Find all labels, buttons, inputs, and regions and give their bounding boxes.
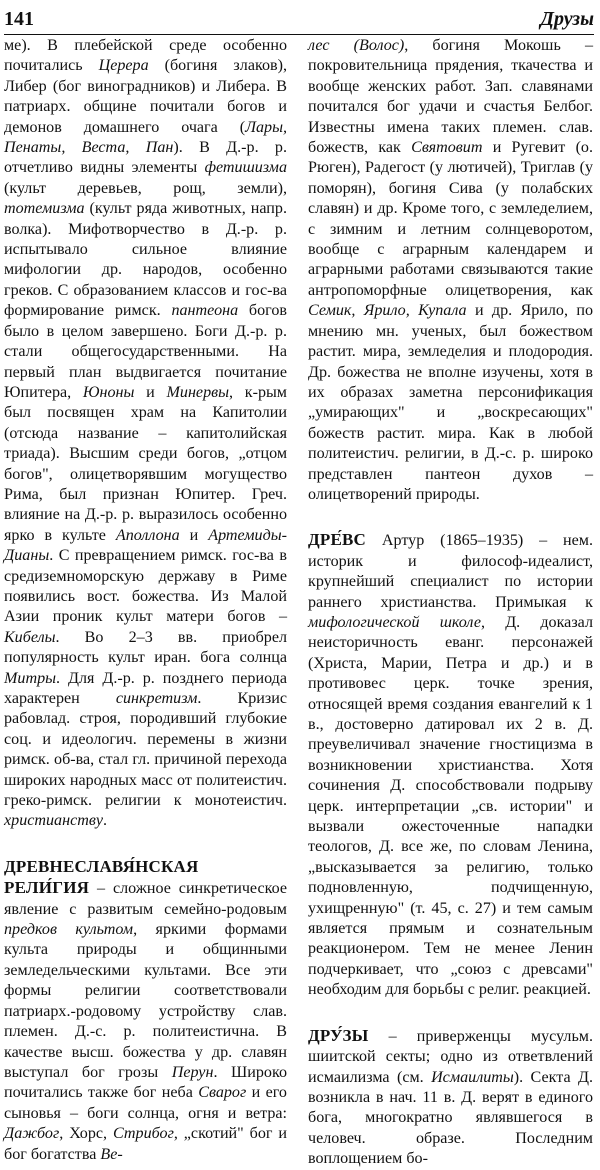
italic-term: Дажбог xyxy=(4,1125,60,1143)
text-run: , Д. доказал неисторичность еванг. персонажей (Христа, Марии, Петра и др.) и в противовес церк. точке зрения, относящей время создания евангелий к 1 в., достоверно датировал их 2 в. Д. преувеличивал значение гностицизма в возникновении христианства. Хотя сочинения Д. способствовали подрыву церк. интерпретации „св. истории" и вызвали ожесточенные нападки теологов, Д. все же, по словам Ленина, „высказывается за религию, только подновленную, подчищенную, ухищренную" (т. 45, с. 27) и тем самым является прямым и сознательным реакционером. Тем не менее Ленин подчеркивает, что „союз с древсами" необходим для борьбы с религ. реакцией. xyxy=(308,613,593,999)
italic-term: Аполлона xyxy=(115,526,180,544)
headword: ДРУ́ЗЫ xyxy=(308,1025,369,1045)
italic-term: Стрибог xyxy=(112,1125,174,1143)
text-run: . xyxy=(102,812,108,830)
text-run: ). В Д.-р. р. отчетливо видны элементы xyxy=(4,139,287,177)
italic-term: Юноны xyxy=(82,383,135,401)
text-run: ме). В плебейской среде особенно почитались xyxy=(4,37,287,75)
text-run: – приверженцы мусульм. шиитской секты; одно из ответвлений исмаилизма (см. xyxy=(308,1027,593,1086)
headword: ДРЕ́ВС xyxy=(308,530,367,550)
page-number: 141 xyxy=(4,8,34,30)
italic-term: Церера xyxy=(98,57,149,75)
entry-continuation-ancient-slavic-religion xyxy=(308,36,593,505)
left-column xyxy=(4,36,287,1165)
italic-term: фетишизма xyxy=(204,159,287,177)
text-run: и его сыновья – боги солнца, огня и ветра: xyxy=(4,1084,287,1122)
text-run: и др. Ярило, по мнению мн. ученых, был божеством растит. мира, земледелия и плодородия. Др. божества не вполне изучены, хотя в их образах заметна персонификация „умирающих" и „воскресающих" божеств растит. мира. Как в любой политеистич. религии, в Д.-с. р. широко представлен пантеон духов – олицетворений природы. xyxy=(308,302,593,503)
italic-term: Кибелы xyxy=(4,628,56,646)
text-run: Артур (1865–1935) – нем. историк и философ-идеалист, крупнейший специалист по истории раннего христианства. Примыкая к xyxy=(308,532,593,611)
text-run: богов было в целом завершено. Боги Д.-р. р. стали общегосударственными. На первый план выдвигается почитание Юпитера, xyxy=(4,302,288,401)
text-run: и xyxy=(134,383,167,401)
italic-term: пантеона xyxy=(171,302,239,320)
page-header xyxy=(4,6,594,35)
italic-term: Сварог xyxy=(198,1084,247,1102)
italic-term: лес (Волос) xyxy=(308,37,405,54)
text-run: . Широко почитались также бог неба xyxy=(4,1063,287,1102)
text-run: , „скотий" бог и бог богатства xyxy=(4,1125,287,1163)
right-column xyxy=(308,36,593,1170)
text-run: и Ругевит (о. Рюген), Радегост (у лютичей), Триглав (у поморян), богиня Сива (у полабских славян) и др. Кроме того, с земледелием, с зимним и летним солнцеворотом, вообще с аграрным календарем и аграрными работами связываются такие антропоморфные олицетворения, как xyxy=(308,139,594,299)
italic-term: Исмаилиты xyxy=(431,1068,514,1086)
entry-ancient-slavic-religion xyxy=(4,857,287,1165)
text-run: , к-рым был посвящен храм на Капитолии (отсюда название – капитолийская триада). Высшим среди богов, „отцом богов", олицетворявшим могущество Рима, был признан Юпитер. Греч. влияние на Д.-р. р. выразилось особенно ярко в культе xyxy=(4,383,287,544)
text-run: (культ деревьев, рощ, земли), xyxy=(4,179,287,197)
italic-term: Ве- xyxy=(100,1145,123,1163)
entry-drews xyxy=(308,530,593,1000)
entry-druzes xyxy=(308,1026,593,1170)
text-run: . Кризис рабовлад. строя, породивший глубокие соц. и идеологич. перемены в жизни римск. об-ва, стал гл. причиной перехода широких народных масс от политеистич. греко-римск. религии к монотеистич. xyxy=(4,690,287,810)
headword: ДРЕВНЕСЛАВЯ́НСКАЯ РЕЛИ́ГИЯ xyxy=(4,856,199,898)
text-run: , Хорс, xyxy=(59,1125,113,1143)
text-run: ). Секта Д. возникла в нач. 11 в. Д. верят в единого бога, многократно являвшегося в человеч. образе. Последним воплощением бо- xyxy=(308,1068,593,1168)
italic-term: Перун xyxy=(171,1063,214,1081)
text-run: . С превращением римск. гос-ва в средиземноморскую державу в Риме появились вост. божества. Из Малой Азии проник культ матери богов – xyxy=(4,547,287,626)
text-run: , яркими формами культа природы и общинными земледельческими культами. Все эти формы религии соответствовали патриарх.-родовому устройству слав. племен. Д.-с. р. политеистична. В качестве высш. божества у др. славян выступал бог грозы xyxy=(4,921,287,1081)
italic-term: Митры xyxy=(4,669,57,687)
italic-term: Лары, Пенаты, Веста, Пан xyxy=(4,118,287,157)
text-run: – сложное синкретическое явление с развитым семейно-родовым xyxy=(4,880,287,918)
italic-term: синкретизм xyxy=(115,690,198,707)
italic-term: мифологической школе xyxy=(308,613,481,631)
text-run: (богиня злаков), Либер (бог виноградников) и Либера. В патриарх. общине почитали богов и демонов домашнего очага ( xyxy=(4,57,287,136)
italic-term: Святовит xyxy=(411,139,483,157)
text-run: . Для Д.-р. р. позднего периода характерен xyxy=(4,669,287,707)
italic-term: тотемизма xyxy=(4,200,85,218)
italic-term: Артемиды-Дианы xyxy=(4,526,287,565)
running-head: Друзы xyxy=(540,8,594,30)
text-run: (культ ряда животных, напр. волка). Мифотворчество в Д.-р. р. испытывало сильное влияние мифологии др. народов, особенно греков. С образованием классов и гос-ва формирование римск. xyxy=(4,200,287,320)
entry-continuation-ancient-roman-religion xyxy=(4,36,287,832)
text-run: и xyxy=(179,526,209,544)
italic-term: предков культом xyxy=(4,921,134,939)
italic-term: христианству xyxy=(4,812,103,830)
text-run: . Во 2–3 вв. приобрел популярность культ иран. бога солнца xyxy=(4,628,287,667)
italic-term: Минервы xyxy=(166,383,230,401)
italic-term: Семик, Ярило, Купала xyxy=(308,302,467,320)
text-run: , богиня Мокошь – покровительница прядения, ткачества и вообще женских работ. Зап. славянами почитался бог удачи и счастья Белбог. Известны имена таких племен. слав. божеств, как xyxy=(308,37,593,157)
